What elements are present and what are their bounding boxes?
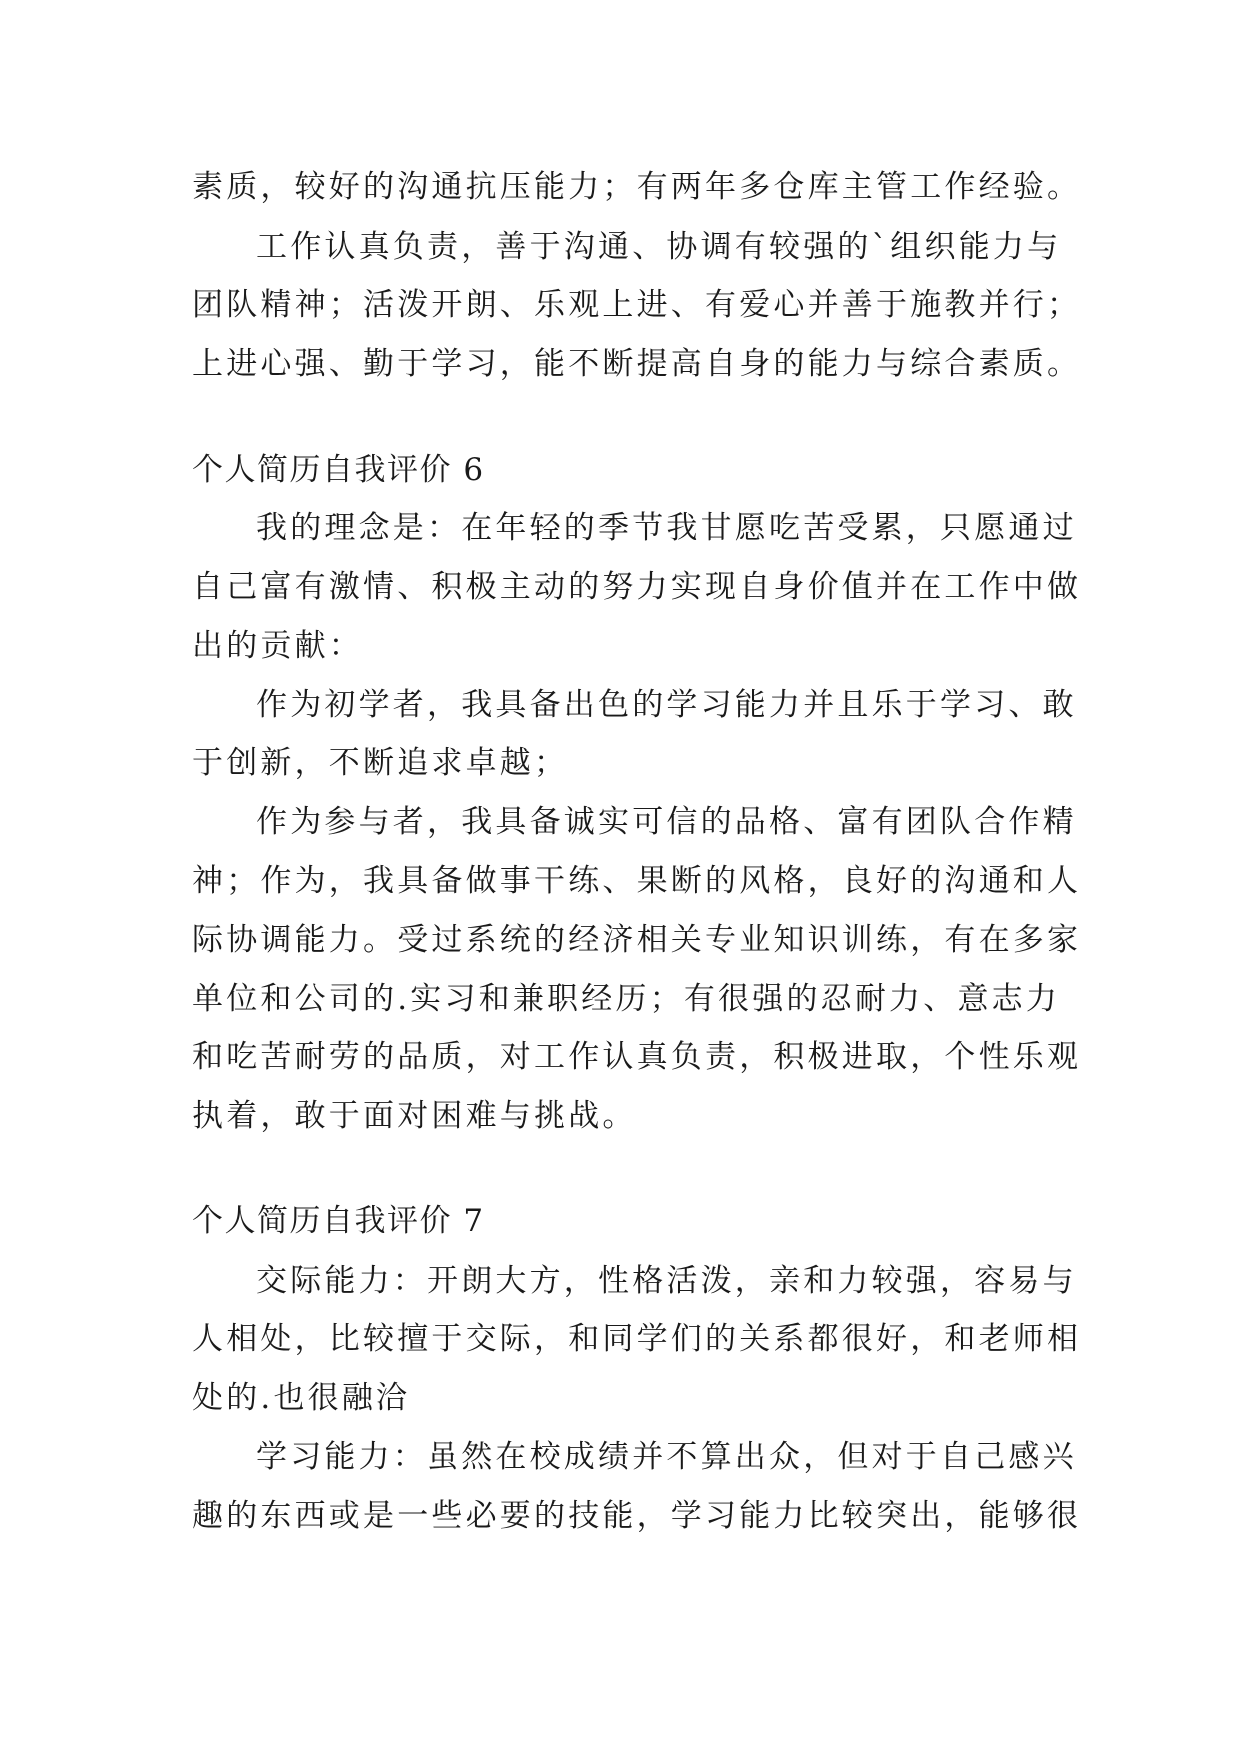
paragraph-line: 作为参与者，我具备诚实可信的品格、富有团队合作精 bbox=[256, 804, 1077, 840]
paragraph-line: 交际能力：开朗大方，性格活泼，亲和力较强，容易与 bbox=[256, 1263, 1077, 1299]
paragraph-line: 学习能力：虽然在校成绩并不算出众，但对于自己感兴 bbox=[256, 1439, 1077, 1475]
paragraph-line: 工作认真负责，善于沟通、协调有较强的`组织能力与 bbox=[256, 229, 1062, 265]
paragraph-line: 出的贡献： bbox=[192, 628, 363, 664]
section-heading: 个人简历自我评价 6 bbox=[192, 452, 485, 488]
paragraph-line: 我的理念是：在年轻的季节我甘愿吃苦受累，只愿通过 bbox=[256, 510, 1077, 546]
paragraph-line: 执着，敢于面对困难与挑战。 bbox=[192, 1098, 637, 1134]
paragraph-line: 处的.也很融洽 bbox=[192, 1380, 411, 1416]
paragraph-line: 和吃苦耐劳的品质，对工作认真负责，积极进取，个性乐观 bbox=[192, 1039, 1082, 1075]
paragraph-line: 上进心强、勤于学习，能不断提高自身的能力与综合素质。 bbox=[192, 346, 1082, 382]
paragraph-line: 作为初学者，我具备出色的学习能力并且乐于学习、敢 bbox=[256, 687, 1077, 723]
paragraph-line: 神；作为，我具备做事干练、果断的风格，良好的沟通和人 bbox=[192, 863, 1082, 899]
paragraph-line: 自己富有激情、积极主动的努力实现自身价值并在工作中做 bbox=[192, 569, 1082, 605]
paragraph-line: 趣的东西或是一些必要的技能，学习能力比较突出，能够很 bbox=[192, 1498, 1082, 1534]
paragraph-line: 团队精神；活泼开朗、乐观上进、有爱心并善于施教并行； bbox=[192, 287, 1082, 323]
paragraph-line: 单位和公司的.实习和兼职经历；有很强的忍耐力、意志力 bbox=[192, 981, 1061, 1017]
paragraph-line: 人相处，比较擅于交际，和同学们的关系都很好，和老师相 bbox=[192, 1321, 1082, 1357]
paragraph-line: 素质，较好的沟通抗压能力；有两年多仓库主管工作经验。 bbox=[192, 169, 1082, 205]
section-heading: 个人简历自我评价 7 bbox=[192, 1203, 485, 1239]
paragraph-line: 于创新，不断追求卓越； bbox=[192, 745, 569, 781]
paragraph-line: 际协调能力。受过系统的经济相关专业知识训练，有在多家 bbox=[192, 922, 1082, 958]
